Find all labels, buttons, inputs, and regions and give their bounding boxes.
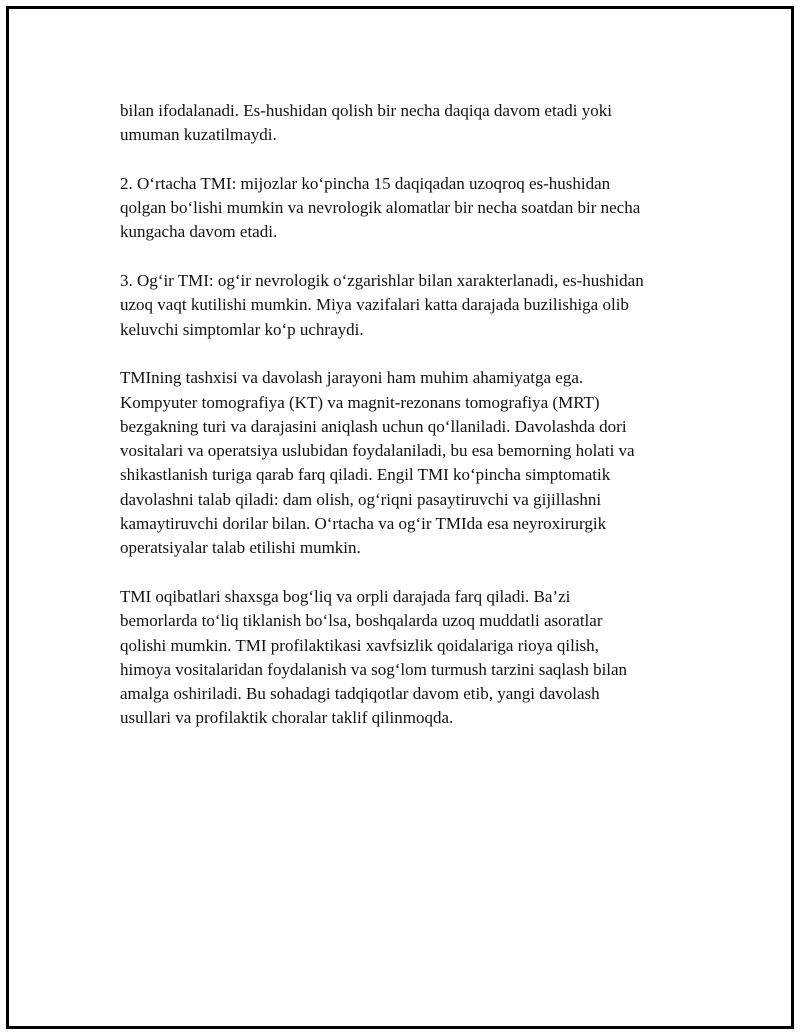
- page-body: [120, 99, 700, 755]
- paragraph-severe-tbi: 3. Og‘ir TMI: og‘ir nevrologik o‘zgarishlar bilan xarakterlanadi, es-hushidan uzoq vaqt kutilishi mumkin. Miya vazifalari katta darajada buzilishiga olib keluvchi simptomlar ko‘p uchraydi.: [120, 271, 644, 339]
- paragraph-diagnosis-treatment: TMIning tashxisi va davolash jarayoni ham muhim ahamiyatga ega. Kompyuter tomografiya (KT) va magnit-rezonans tomografiya (MRT) bezgakning turi va darajasini aniqlash uchun qo‘llaniladi. Davolashda dori vositalari va operatsiya uslubidan foydalaniladi, bu esa bemorning holati va shikastlanish turiga qarab farq qiladi. Engil TMI ko‘pincha simptomatik davolashni talab qiladi: dam olish, og‘riqni pasaytiruvchi va gijillashni kamaytiruvchi dorilar bilan. O‘rtacha va og‘ir TMIda esa neyroxirurgik operatsiyalar talab etilishi mumkin.: [120, 368, 635, 558]
- paragraph-consequences-prevention: TMI oqibatlari shaxsga bog‘liq va orpli darajada farq qiladi. Ba’zi bemorlarda to‘liq tiklanish bo‘lsa, boshqalarda uzoq muddatli asoratlar qolishi mumkin. TMI profilaktikasi xavfsizlik qoidalariga rioya qilish, himoya vositalaridan foydalanish va sog‘lom turmush tarzini saqlash bilan amalga oshiriladi. Bu sohadagi tadqiqotlar davom etib, yangi davolash usullari va profilaktik choralar taklif qilinmoqda.: [120, 586, 628, 728]
- paragraph-continuation: bilan ifodalanadi. Es-hushidan qolish bir necha daqiqa davom etadi yoki umuman kuzatilmaydi.: [120, 101, 612, 145]
- page-frame: [6, 6, 794, 1029]
- paragraph-moderate-tbi: 2. O‘rtacha TMI: mijozlar ko‘pincha 15 daqiqadan uzoqroq es-hushidan qolgan bo‘lishi mumkin va nevrologik alomatlar bir necha soatdan bir necha kungacha davom etadi.: [120, 173, 641, 242]
